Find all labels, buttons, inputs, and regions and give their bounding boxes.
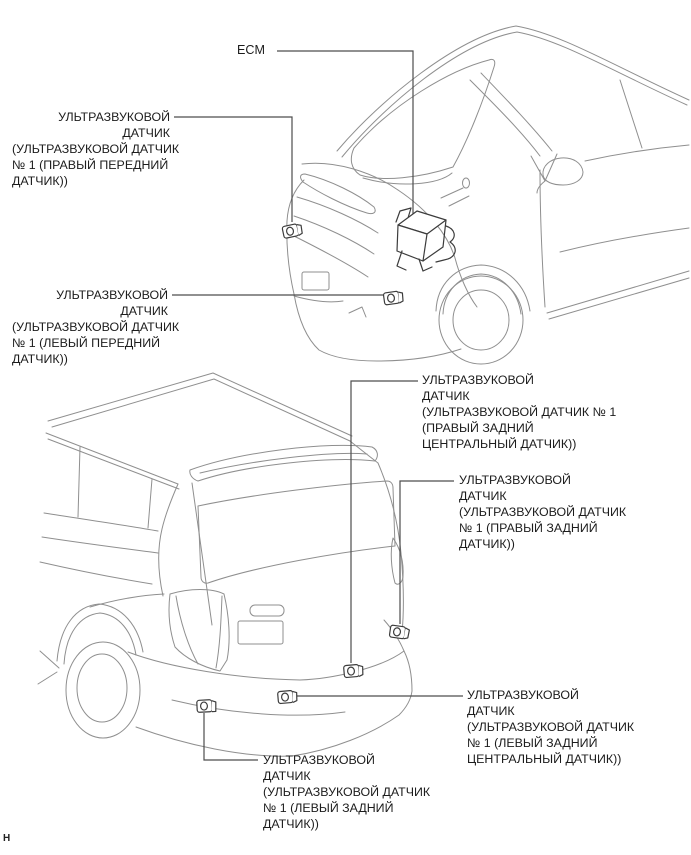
- label-line: УЛЬТРАЗВУКОВОЙ: [58, 110, 170, 124]
- label-rear-left-center-sensor: [467, 687, 634, 767]
- front-vehicle-illustration: [287, 26, 689, 364]
- label-line: ДАТЧИК: [467, 704, 515, 718]
- label-line: ДАТЧИК: [459, 489, 507, 503]
- label-line: (УЛЬТРАЗВУКОВОЙ ДАТЧИК: [12, 142, 180, 156]
- leader-ecm: [277, 51, 413, 214]
- sensor-rear-right: [389, 625, 409, 640]
- label-front-right-sensor: [12, 109, 180, 189]
- label-line: ДАТЧИК: [122, 126, 170, 140]
- label-line: (УЛЬТРАЗВУКОВОЙ ДАТЧИК: [12, 320, 180, 334]
- label-line: № 1 (ПРАВЫЙ ЗАДНИЙ: [459, 521, 598, 535]
- label-ecm: ECM: [237, 43, 265, 57]
- sensor-rear-right-center: [344, 664, 364, 678]
- label-line: № 1 (ЛЕВЫЙ ЗАДНИЙ: [467, 736, 598, 750]
- label-line: (УЛЬТРАЗВУКОВОЙ ДАТЧИК № 1: [422, 405, 617, 419]
- leader-rear-left-sensor: [204, 713, 258, 760]
- label-line: № 1 (ЛЕВЫЙ ЗАДНИЙ: [263, 801, 394, 815]
- leader-rear-right-sensor: [400, 481, 454, 624]
- label-line: (УЛЬТРАЗВУКОВОЙ ДАТЧИК: [467, 720, 635, 734]
- label-line: ДАТЧИК: [422, 389, 470, 403]
- label-rear-right-sensor: [459, 472, 626, 552]
- label-line: ДАТЧИК)): [459, 537, 515, 551]
- sensor-rear-left: [197, 699, 217, 712]
- rear-window: [198, 481, 395, 583]
- leader-front-right-sensor: [174, 117, 292, 222]
- label-line: № 1 (ЛЕВЫЙ ПЕРЕДНИЙ: [12, 336, 161, 350]
- label-line: УЛЬТРАЗВУКОВОЙ: [467, 688, 579, 702]
- label-line: № 1 (ПРАВЫЙ ПЕРЕДНИЙ: [12, 158, 169, 172]
- leader-lines: [172, 51, 463, 760]
- label-line: ЦЕНТРАЛЬНЫЙ ДАТЧИК)): [422, 437, 577, 451]
- front-license-plate-recess: [302, 272, 329, 290]
- label-line: ДАТЧИК: [120, 304, 168, 318]
- label-line: ЦЕНТРАЛЬНЫЙ ДАТЧИК)): [467, 752, 622, 766]
- front-wheel: [439, 276, 523, 364]
- page-marker: H: [3, 833, 11, 844]
- label-line: (ПРАВЫЙ ЗАДНИЙ: [422, 421, 534, 435]
- label-front-left-sensor: [12, 287, 180, 367]
- label-line: УЛЬТРАЗВУКОВОЙ: [459, 473, 571, 487]
- label-line: УЛЬТРАЗВУКОВОЙ: [263, 753, 375, 767]
- sensor-front-left: [383, 291, 403, 306]
- label-line: ДАТЧИК)): [12, 174, 68, 188]
- label-line: (УЛЬТРАЗВУКОВОЙ ДАТЧИК: [459, 505, 627, 519]
- label-line: ДАТЧИК)): [12, 352, 68, 366]
- label-line: УЛЬТРАЗВУКОВОЙ: [56, 288, 168, 302]
- label-line: УЛЬТРАЗВУКОВОЙ: [422, 373, 534, 387]
- label-rear-left-sensor: [263, 752, 430, 832]
- rear-vehicle-illustration: [38, 373, 412, 756]
- label-line: ДАТЧИК: [263, 769, 311, 783]
- sensor-front-right: [282, 223, 303, 239]
- rear-spoiler: [190, 445, 378, 481]
- label-line: ДАТЧИК)): [263, 817, 319, 831]
- rear-license-plate-recess: [238, 621, 283, 644]
- label-rear-right-center-sensor: [422, 372, 616, 452]
- tailgate-handle: [250, 605, 284, 616]
- sensor-rear-left-center: [278, 690, 298, 704]
- label-line: (УЛЬТРАЗВУКОВОЙ ДАТЧИК: [263, 785, 431, 799]
